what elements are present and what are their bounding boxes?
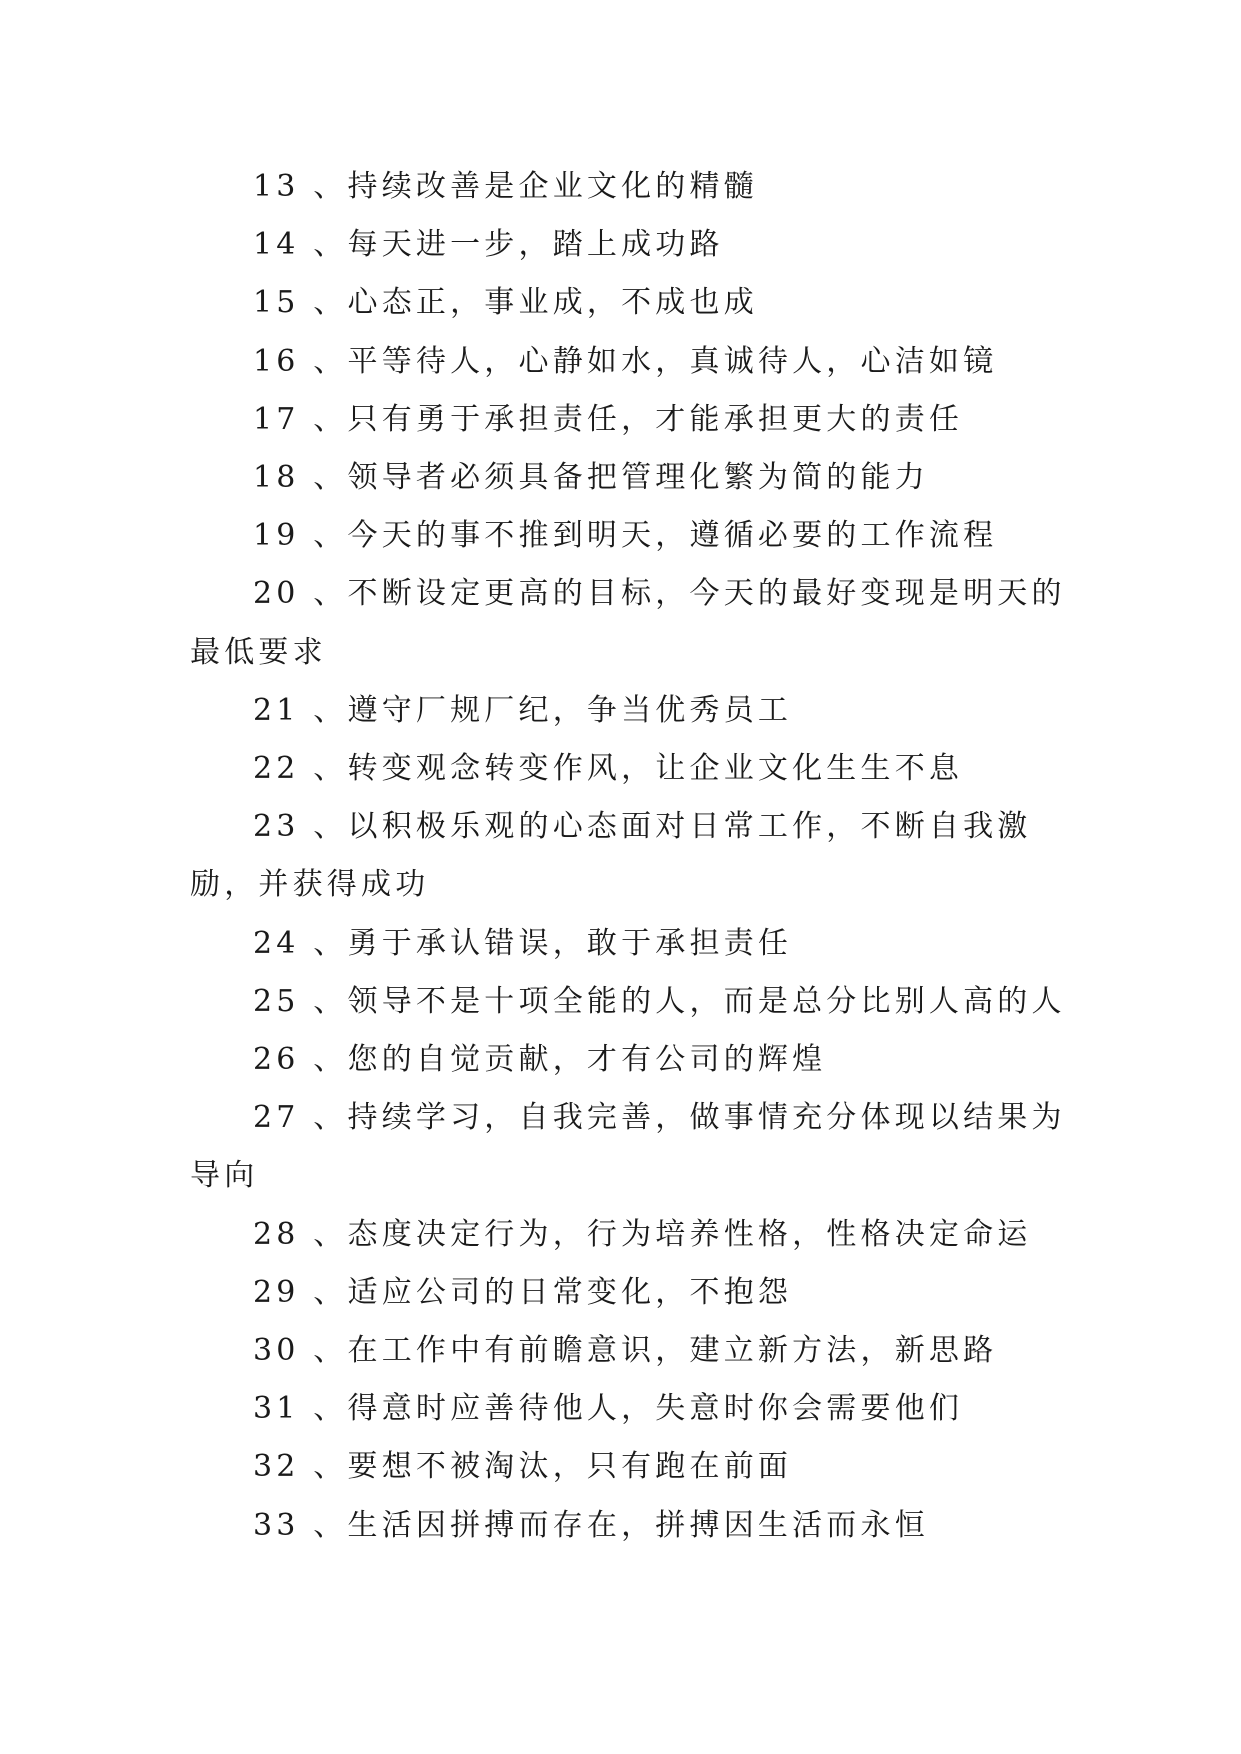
list-item: 13 、持续改善是企业文化的精髓 (253, 169, 758, 204)
list-item: 30 、在工作中有前瞻意识，建立新方法，新思路 (253, 1333, 998, 1369)
list-item: 15 、心态正，事业成，不成也成 (253, 285, 758, 321)
list-item: 17 、只有勇于承担责任，才能承担更大的责任 (253, 401, 964, 437)
list-item: 14 、每天进一步，踏上成功路 (253, 227, 724, 263)
list-item: 20 、不断设定更高的目标，今天的最好变现是明天的最低要求 (190, 576, 1066, 670)
list-item: 22 、转变观念转变作风，让企业文化生生不息 (253, 751, 964, 787)
list-item: 19 、今天的事不推到明天，遵循必要的工作流程 (253, 518, 998, 554)
list-item: 31 、得意时应善待他人，失意时你会需要他们 (253, 1391, 964, 1427)
list-item: 24 、勇于承认错误，敢于承担责任 (253, 925, 793, 961)
list-item: 23 、以积极乐观的心态面对日常工作，不断自我激励，并获得成功 (190, 809, 1032, 903)
list-item: 28 、态度决定行为，行为培养性格，性格决定命运 (253, 1216, 1032, 1252)
list-item: 29 、适应公司的日常变化，不抱怨 (253, 1274, 793, 1310)
list-item: 26 、您的自觉贡献，才有公司的辉煌 (253, 1042, 827, 1078)
list-item: 32 、要想不被淘汰，只有跑在前面 (253, 1449, 793, 1485)
slogan-list (190, 158, 1075, 1555)
list-item: 21 、遵守厂规厂纪，争当优秀员工 (253, 692, 793, 728)
list-item: 16 、平等待人，心静如水，真诚待人，心洁如镜 (253, 343, 998, 379)
list-item: 27 、持续学习，自我完善，做事情充分体现以结果为导向 (190, 1100, 1066, 1194)
list-item: 33 、生活因拼搏而存在，拼搏因生活而永恒 (253, 1507, 929, 1543)
list-item: 18 、领导者必须具备把管理化繁为简的能力 (253, 460, 929, 496)
list-item: 25 、领导不是十项全能的人，而是总分比别人高的人 (253, 983, 1066, 1019)
